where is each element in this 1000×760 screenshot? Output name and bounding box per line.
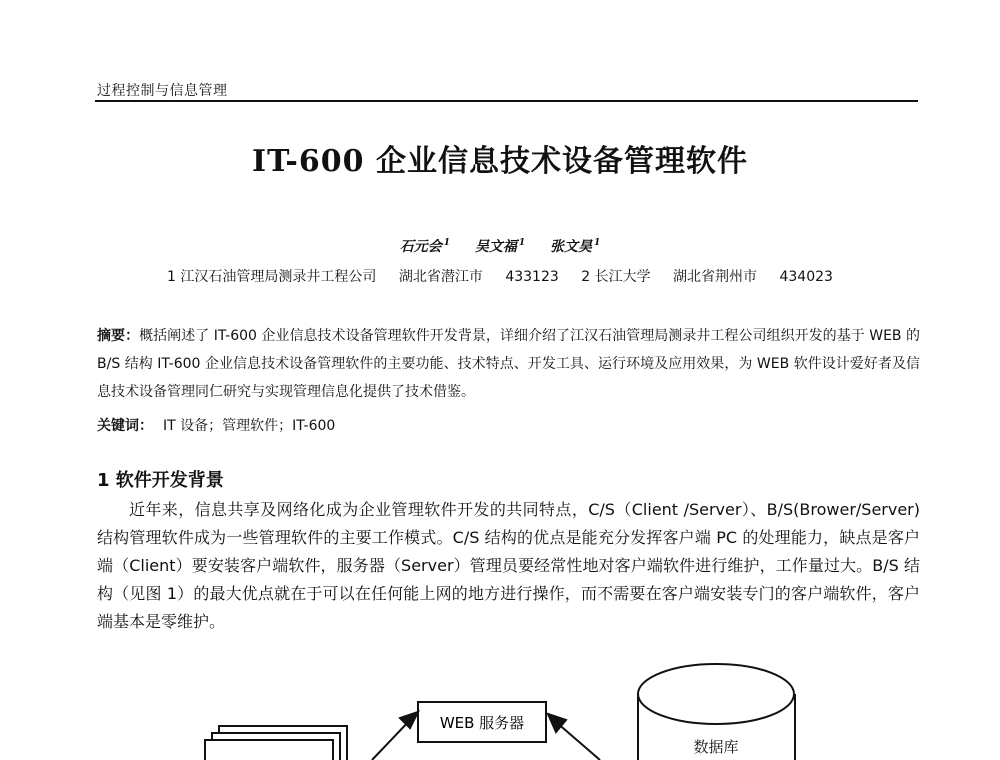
client-stack <box>205 726 347 760</box>
section-heading: 1 软件开发背景 <box>97 470 224 491</box>
author-name: 张文昊 <box>550 239 592 255</box>
affiliation-mark: 1 <box>594 238 601 249</box>
author-name: 石元会 <box>399 239 442 255</box>
arrowhead-icon <box>400 712 418 728</box>
abstract-text: 概括阐述了 IT-600 企业信息技术设备管理软件开发背景，详细介绍了江汉石油管理局测录井工程公司组织开发的基于 WEB 的 B/S 结构 IT-600 企业信息技术设备管理软件的主要功能、技术特点、开发工具、运行环境及应用效果，为 WEB 软件设计爱好者及信息技术设备管理同仁研究与实现管理信息化提供了技术借鉴。 <box>97 328 921 400</box>
paper-title: IT-600 企业信息技术设备管理软件 <box>252 144 748 179</box>
affiliation-org: 2 长江大学 <box>581 269 651 285</box>
keywords-label: 关键词： <box>97 418 153 434</box>
affiliation-location: 湖北省潜江市 <box>398 269 483 285</box>
web-server-node <box>418 702 546 742</box>
database-label: 数据库 <box>693 738 739 756</box>
database-cylinder-top <box>638 664 794 724</box>
abstract-label: 摘要： <box>97 328 140 344</box>
author-name: 吴文福 <box>474 239 517 255</box>
affiliation-mark: 1 <box>443 238 450 249</box>
server-database-link <box>556 722 600 760</box>
affiliation-location: 湖北省荆州市 <box>673 269 758 285</box>
affiliation-org: 1 江汉石油管理局测录井工程公司 <box>167 269 377 285</box>
database-node <box>638 664 795 760</box>
section-body: 近年来，信息共享及网络化成为企业管理软件开发的共同特点，C/S（Client /Server）、B/S(Brower/Server)结构管理软件成为一些管理软件的主要工作模式。C/S 结构的优点是能充分发挥客户端 PC 的处理能力，缺点是客户端（Client）要安装客户端软件，服务器（Server）管理员要经常性地对客户端软件进行维护，工作量过大。B/S 结构（见图 1）的最大优点就在于可以在任何能上网的地方进行操作，而不需要在客户端安装专门的客户端软件，客户端基本是零维护。 <box>97 500 920 631</box>
web-server-label: WEB 服务器 <box>439 714 525 732</box>
affiliation-postcode: 433123 <box>505 269 559 285</box>
keywords-text: IT 设备；管理软件；IT-600 <box>163 418 336 434</box>
affiliation-mark: 1 <box>518 238 526 249</box>
running-header: 过程控制与信息管理 <box>97 83 228 99</box>
affiliation-postcode: 434023 <box>779 269 833 285</box>
